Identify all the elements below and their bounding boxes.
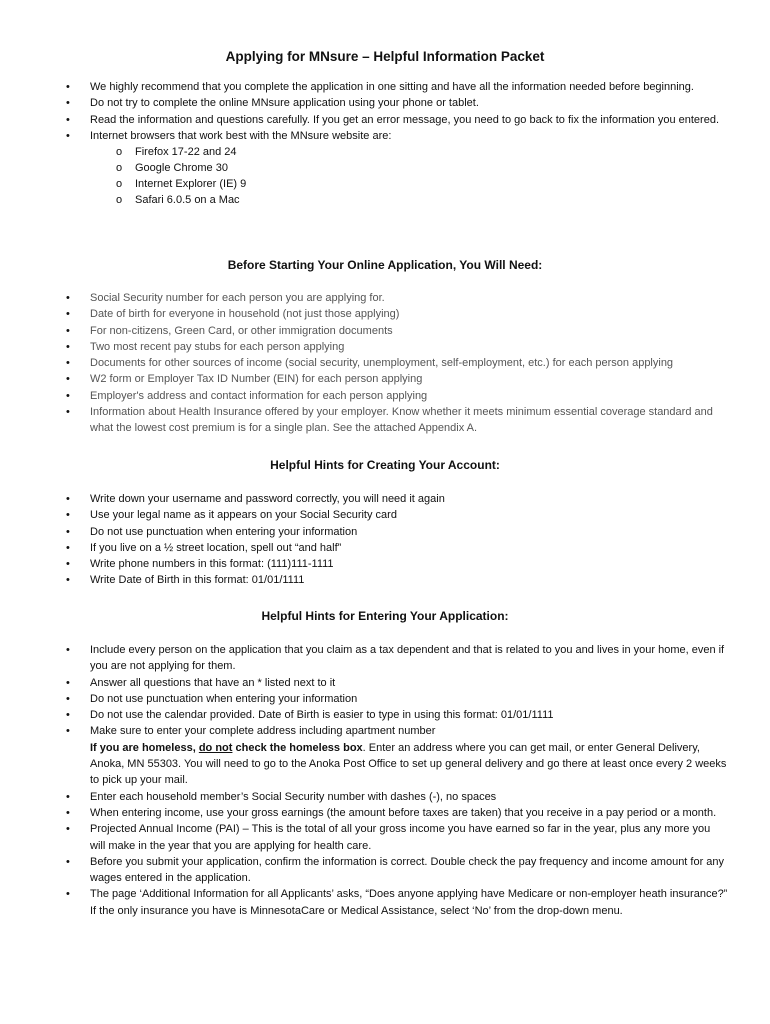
list-item: • When entering income, use your gross earnings (the amount before taxes are taken) that you receive in a pay period or a month. (62, 805, 728, 821)
list-item: • Do not use punctuation when entering your information (62, 524, 728, 540)
homeless-instructions: . Enter an address where you can get mail, or enter General Delivery, Anoka, MN 55303. You will need to go to the Anoka Post Office to set up general delivery and go there at least once every 2 weeks to pick up your mail. (90, 741, 727, 787)
list-item: • Do not try to complete the online MNsure application using your phone or tablet. (62, 95, 728, 111)
list-item (62, 723, 728, 788)
list-item: • Documents for other sources of income (social security, unemployment, self-employment, etc.) for each person applying (62, 355, 728, 371)
list-item: • W2 form or Employer Tax ID Number (EIN) for each person applying (62, 371, 728, 387)
browser-item: o Safari 6.0.5 on a Mac (90, 192, 728, 208)
section-heading-application: Helpful Hints for Entering Your Application: (261, 609, 509, 623)
list-item: • Read the information and questions carefully. If you get an error message, you need to go back to fix the information you entered. (62, 112, 728, 128)
list-item: • Projected Annual Income (PAI) – This is the total of all your gross income you have earned so far in the year, plus any more you will make in the year that you are applying for health care. (62, 821, 728, 854)
list-item: • Enter each household member’s Social Security number with dashes (-), no spaces (62, 789, 728, 805)
list-item: • Answer all questions that have an * listed next to it (62, 675, 728, 691)
list-item: • Information about Health Insurance offered by your employer. Know whether it meets minimum essential coverage standard and what the lowest cost premium is for a single plan. See the attached Appendix A. (62, 404, 728, 437)
list-item: • Date of birth for everyone in household (not just those applying) (62, 306, 728, 322)
list-item: • Write Date of Birth in this format: 01/01/1111 (62, 572, 728, 588)
browser-item: o Firefox 17-22 and 24 (90, 144, 728, 160)
list-item: • Employer's address and contact information for each person applying (62, 388, 728, 404)
list-item (62, 128, 728, 209)
section-heading-account: Helpful Hints for Creating Your Account: (270, 458, 500, 472)
browser-list (90, 144, 728, 208)
list-item: • For non-citizens, Green Card, or other immigration documents (62, 323, 728, 339)
browser-item: o Google Chrome 30 (90, 160, 728, 176)
section-heading-before: Before Starting Your Online Application, You Will Need: (227, 258, 543, 272)
before-list (62, 290, 728, 437)
intro-list (62, 79, 728, 209)
application-list (62, 642, 728, 919)
address-instruction: Make sure to enter your complete address including apartment number (90, 725, 436, 738)
homeless-warning-part2: check the homeless box (232, 741, 363, 754)
list-item: • We highly recommend that you complete the application in one sitting and have all the information needed before beginning. (62, 79, 728, 95)
list-item: • Do not use the calendar provided. Date of Birth is easier to type in using this format: 01/01/1111 (62, 707, 728, 723)
list-item: • Two most recent pay stubs for each person applying (62, 339, 728, 355)
browser-item: o Internet Explorer (IE) 9 (90, 176, 728, 192)
account-list (62, 491, 728, 589)
list-item: • Social Security number for each person you are applying for. (62, 290, 728, 306)
list-item: • Do not use punctuation when entering your information (62, 691, 728, 707)
homeless-warning-emphasis: do not (198, 741, 233, 754)
list-item: • The page ‘Additional Information for all Applicants’ asks, “Does anyone applying have Medicare or non-employer heath insurance?” If the only insurance you have is MinnesotaCare or Medical Assistance, select ‘No’ from the drop-down menu. (62, 886, 728, 919)
homeless-warning-part1: If you are homeless, (90, 741, 199, 754)
list-item: • Write phone numbers in this format: (111)111-1111 (62, 556, 728, 572)
list-item: • Before you submit your application, confirm the information is correct. Double check the pay frequency and income amount for any wages entered in the application. (62, 854, 728, 887)
list-item: • Include every person on the application that you claim as a tax dependent and that is related to you and lives in your home, even if you are not applying for them. (62, 642, 728, 675)
list-item: • Write down your username and password correctly, you will need it again (62, 491, 728, 507)
list-item: • If you live on a ½ street location, spell out “and half” (62, 540, 728, 556)
list-item: • Use your legal name as it appears on your Social Security card (62, 507, 728, 523)
browsers-intro: Internet browsers that work best with the MNsure website are: (90, 129, 392, 142)
page-title: Applying for MNsure – Helpful Information Packet (225, 49, 545, 64)
